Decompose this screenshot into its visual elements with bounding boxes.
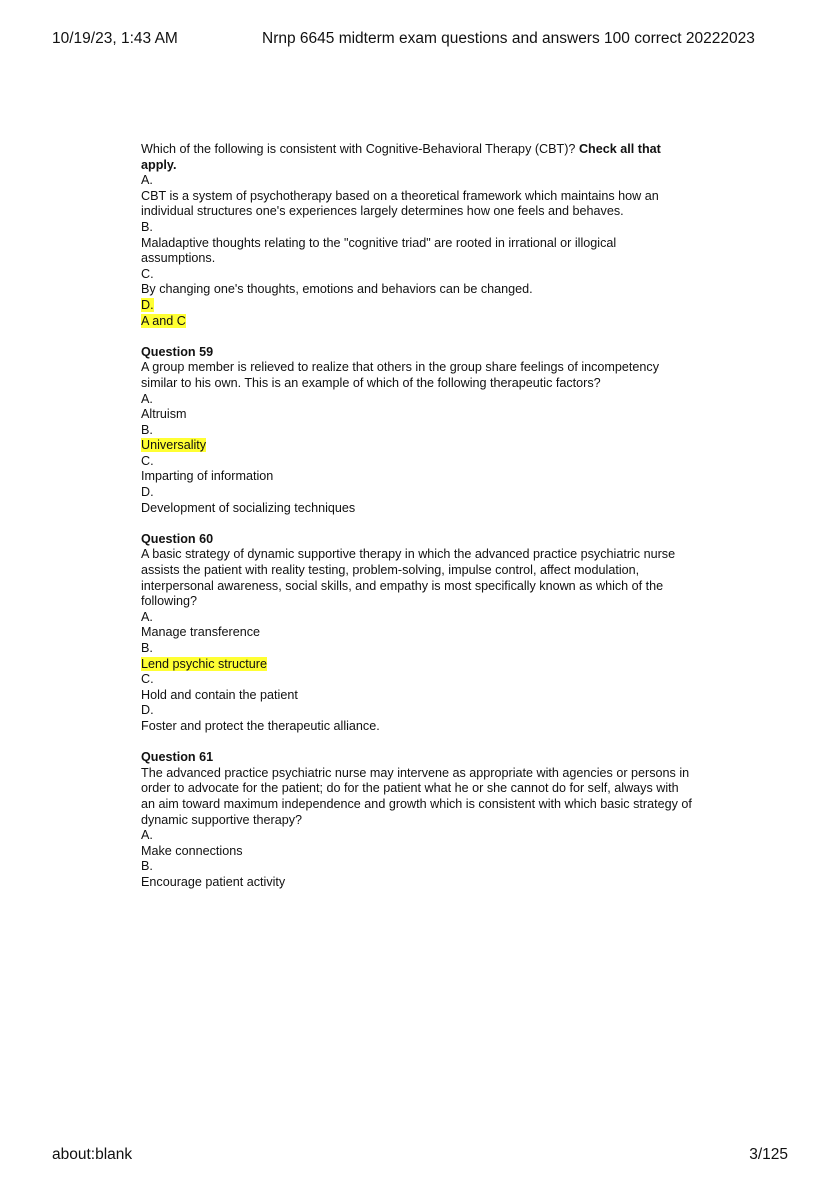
question-stem: Which of the following is consistent with Cognitive-Behavioral Therapy (CBT)? Check all that apply. xyxy=(141,142,661,172)
option-text: Development of socializing techniques xyxy=(141,500,356,515)
document-body xyxy=(141,142,693,906)
option-text: Altruism xyxy=(141,407,187,422)
question-block xyxy=(141,345,693,517)
option-text: CBT is a system of psychotherapy based on a theoretical framework which maintains how an individual structures one's experiences largely determines how one feels and behaves. xyxy=(141,188,659,219)
option-letter: A. xyxy=(141,173,153,188)
option-text: Encourage patient activity xyxy=(141,874,286,889)
option-letter: D. xyxy=(141,485,154,500)
question-block xyxy=(141,750,693,890)
correct-option-text: A and C xyxy=(141,313,186,328)
option-letter: A. xyxy=(141,828,153,843)
question-instruction: Check all that apply. xyxy=(141,142,661,172)
option-letter: B. xyxy=(141,422,153,437)
option-text: Hold and contain the patient xyxy=(141,687,298,702)
option-letter: D. xyxy=(141,703,154,718)
question-stem: A group member is relieved to realize that others in the group share feelings of incompetency similar to his own. This is an example of which of the following therapeutic factors? xyxy=(141,360,660,390)
option-text: Imparting of information xyxy=(141,469,274,484)
document-title: Nrnp 6645 midterm exam questions and answers 100 correct 20222023 xyxy=(262,30,755,47)
question-title: Question 60 xyxy=(141,531,214,546)
option-text: Foster and protect the therapeutic alliance. xyxy=(141,718,380,733)
option-text: Maladaptive thoughts relating to the "cognitive triad" are rooted in irrational or illogical assumptions. xyxy=(141,235,617,266)
option-letter: C. xyxy=(141,453,154,468)
option-text: Manage transference xyxy=(141,625,261,640)
correct-option-letter: D. xyxy=(141,297,154,312)
page-footer xyxy=(0,1146,840,1166)
question-block xyxy=(141,142,693,329)
option-text: Make connections xyxy=(141,843,243,858)
option-letter: B. xyxy=(141,219,153,234)
option-letter: B. xyxy=(141,859,153,874)
option-text: By changing one's thoughts, emotions and behaviors can be changed. xyxy=(141,282,533,297)
print-datetime: 10/19/23, 1:43 AM xyxy=(52,30,178,47)
page-header xyxy=(0,30,840,50)
page-url: about:blank xyxy=(52,1146,133,1163)
option-letter: A. xyxy=(141,391,153,406)
question-block xyxy=(141,532,693,735)
question-stem: The advanced practice psychiatric nurse may intervene as appropriate with agencies or persons in order to advocate for the patient; do for the patient what he or she cannot do for self, always with an aim toward maximum independence and growth which is consistent with which basic strategy of dynamic supportive therapy? xyxy=(141,765,692,827)
option-letter: A. xyxy=(141,609,153,624)
question-title: Question 61 xyxy=(141,750,214,765)
question-title: Question 59 xyxy=(141,344,214,359)
correct-option-text: Universality xyxy=(141,438,207,453)
option-letter: C. xyxy=(141,672,154,687)
option-letter: C. xyxy=(141,266,154,281)
option-letter: B. xyxy=(141,641,153,655)
question-stem: A basic strategy of dynamic supportive therapy in which the advanced practice psychiatric nurse assists the patient with reality testing, problem-solving, impulse control, affect modulation, interpersonal awareness, social skills, and empathy is most specifically known as which of the following? xyxy=(141,547,676,609)
correct-option-text: Lend psychic structure xyxy=(141,656,267,671)
page-number: 3/125 xyxy=(749,1146,788,1163)
